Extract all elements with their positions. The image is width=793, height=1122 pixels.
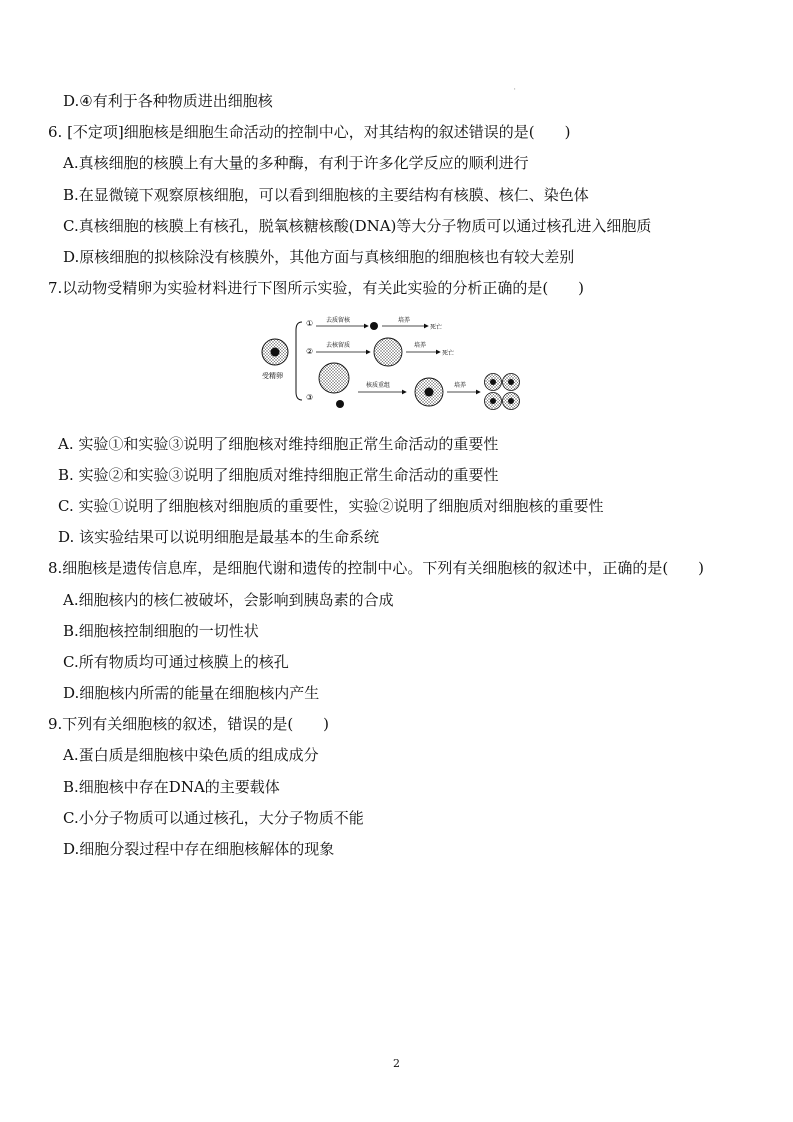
question-6-option-c: C.真核细胞的核膜上有核孔，脱氧核糖核酸(DNA)等大分子物质可以通过核孔进入细胞质 (63, 217, 652, 235)
question-9-option-c: C.小分子物质可以通过核孔，大分子物质不能 (63, 809, 364, 827)
culture-3-label: 培养 (454, 382, 467, 389)
reconstructed-cell (415, 378, 443, 406)
culture-1-label: 培养 (398, 317, 411, 324)
branch-1-label: ① (306, 319, 314, 328)
question-7-option-c: C. 实验①说明了细胞核对细胞质的重要性，实验②说明了细胞质对细胞核的重要性 (58, 497, 604, 515)
question-6: 6. [不定项]细胞核是细胞生命活动的控制中心，对其结构的叙述错误的是( ) (48, 123, 571, 141)
question-9: 9.下列有关细胞核的叙述，错误的是( ) (48, 715, 330, 733)
experiment-figure (258, 312, 528, 420)
result-1-label: 死亡 (430, 324, 443, 331)
question-6-option-a: A.真核细胞的核膜上有大量的多种酶，有利于许多化学反应的顺利进行 (63, 154, 529, 172)
step-3-label: 核质重组 (366, 382, 391, 389)
question-9-option-b: B.细胞核中存在DNA的主要载体 (63, 778, 280, 796)
branch-bracket (296, 322, 302, 400)
nucleus-only (370, 322, 378, 330)
fertilized-egg (262, 339, 288, 365)
branch-2-label: ② (306, 347, 314, 356)
dividing-cells (485, 374, 520, 410)
result-2-label: 死亡 (442, 350, 455, 357)
question-7-option-d: D. 该实验结果可以说明细胞是最基本的生命系统 (58, 528, 380, 546)
culture-2-label: 培养 (414, 342, 427, 349)
question-8-option-d: D.细胞核内所需的能量在细胞核内产生 (63, 684, 320, 702)
question-7-option-a: A. 实验①和实验③说明了细胞核对维持细胞正常生命活动的重要性 (58, 435, 499, 453)
question-8-option-a: A.细胞核内的核仁被破坏，会影响到胰岛素的合成 (63, 591, 394, 609)
egg-label: 受精卵 (262, 372, 283, 380)
stray-mark: ' (514, 88, 516, 95)
step-1-label: 去质留核 (326, 317, 351, 324)
question-9-option-d: D.细胞分裂过程中存在细胞核解体的现象 (63, 840, 335, 858)
step-2-label: 去核留质 (326, 342, 351, 349)
page-number: 2 (393, 1057, 400, 1070)
branch-3-label: ③ (306, 393, 314, 402)
isolated-nucleus (336, 400, 344, 408)
question-8: 8.细胞核是遗传信息库，是细胞代谢和遗传的控制中心。下列有关细胞核的叙述中，正确的是( ) (48, 559, 705, 577)
question-8-option-b: B.细胞核控制细胞的一切性状 (63, 622, 259, 640)
question-9-option-a: A.蛋白质是细胞核中染色质的组成成分 (63, 746, 319, 764)
question-7: 7.以动物受精卵为实验材料进行下图所示实验，有关此实验的分析正确的是( ) (48, 279, 585, 297)
question-8-option-c: C.所有物质均可通过核膜上的核孔 (63, 653, 289, 671)
enucleated-cytoplasm (319, 363, 349, 393)
question-6-option-b: B.在显微镜下观察原核细胞，可以看到细胞核的主要结构有核膜、核仁、染色体 (63, 186, 589, 204)
cytoplasm-only (374, 338, 402, 366)
option-d-prev: D.④有利于各种物质进出细胞核 (63, 92, 273, 110)
question-6-option-d: D.原核细胞的拟核除没有核膜外，其他方面与真核细胞的细胞核也有较大差别 (63, 248, 575, 266)
question-7-option-b: B. 实验②和实验③说明了细胞质对维持细胞正常生命活动的重要性 (58, 466, 499, 484)
